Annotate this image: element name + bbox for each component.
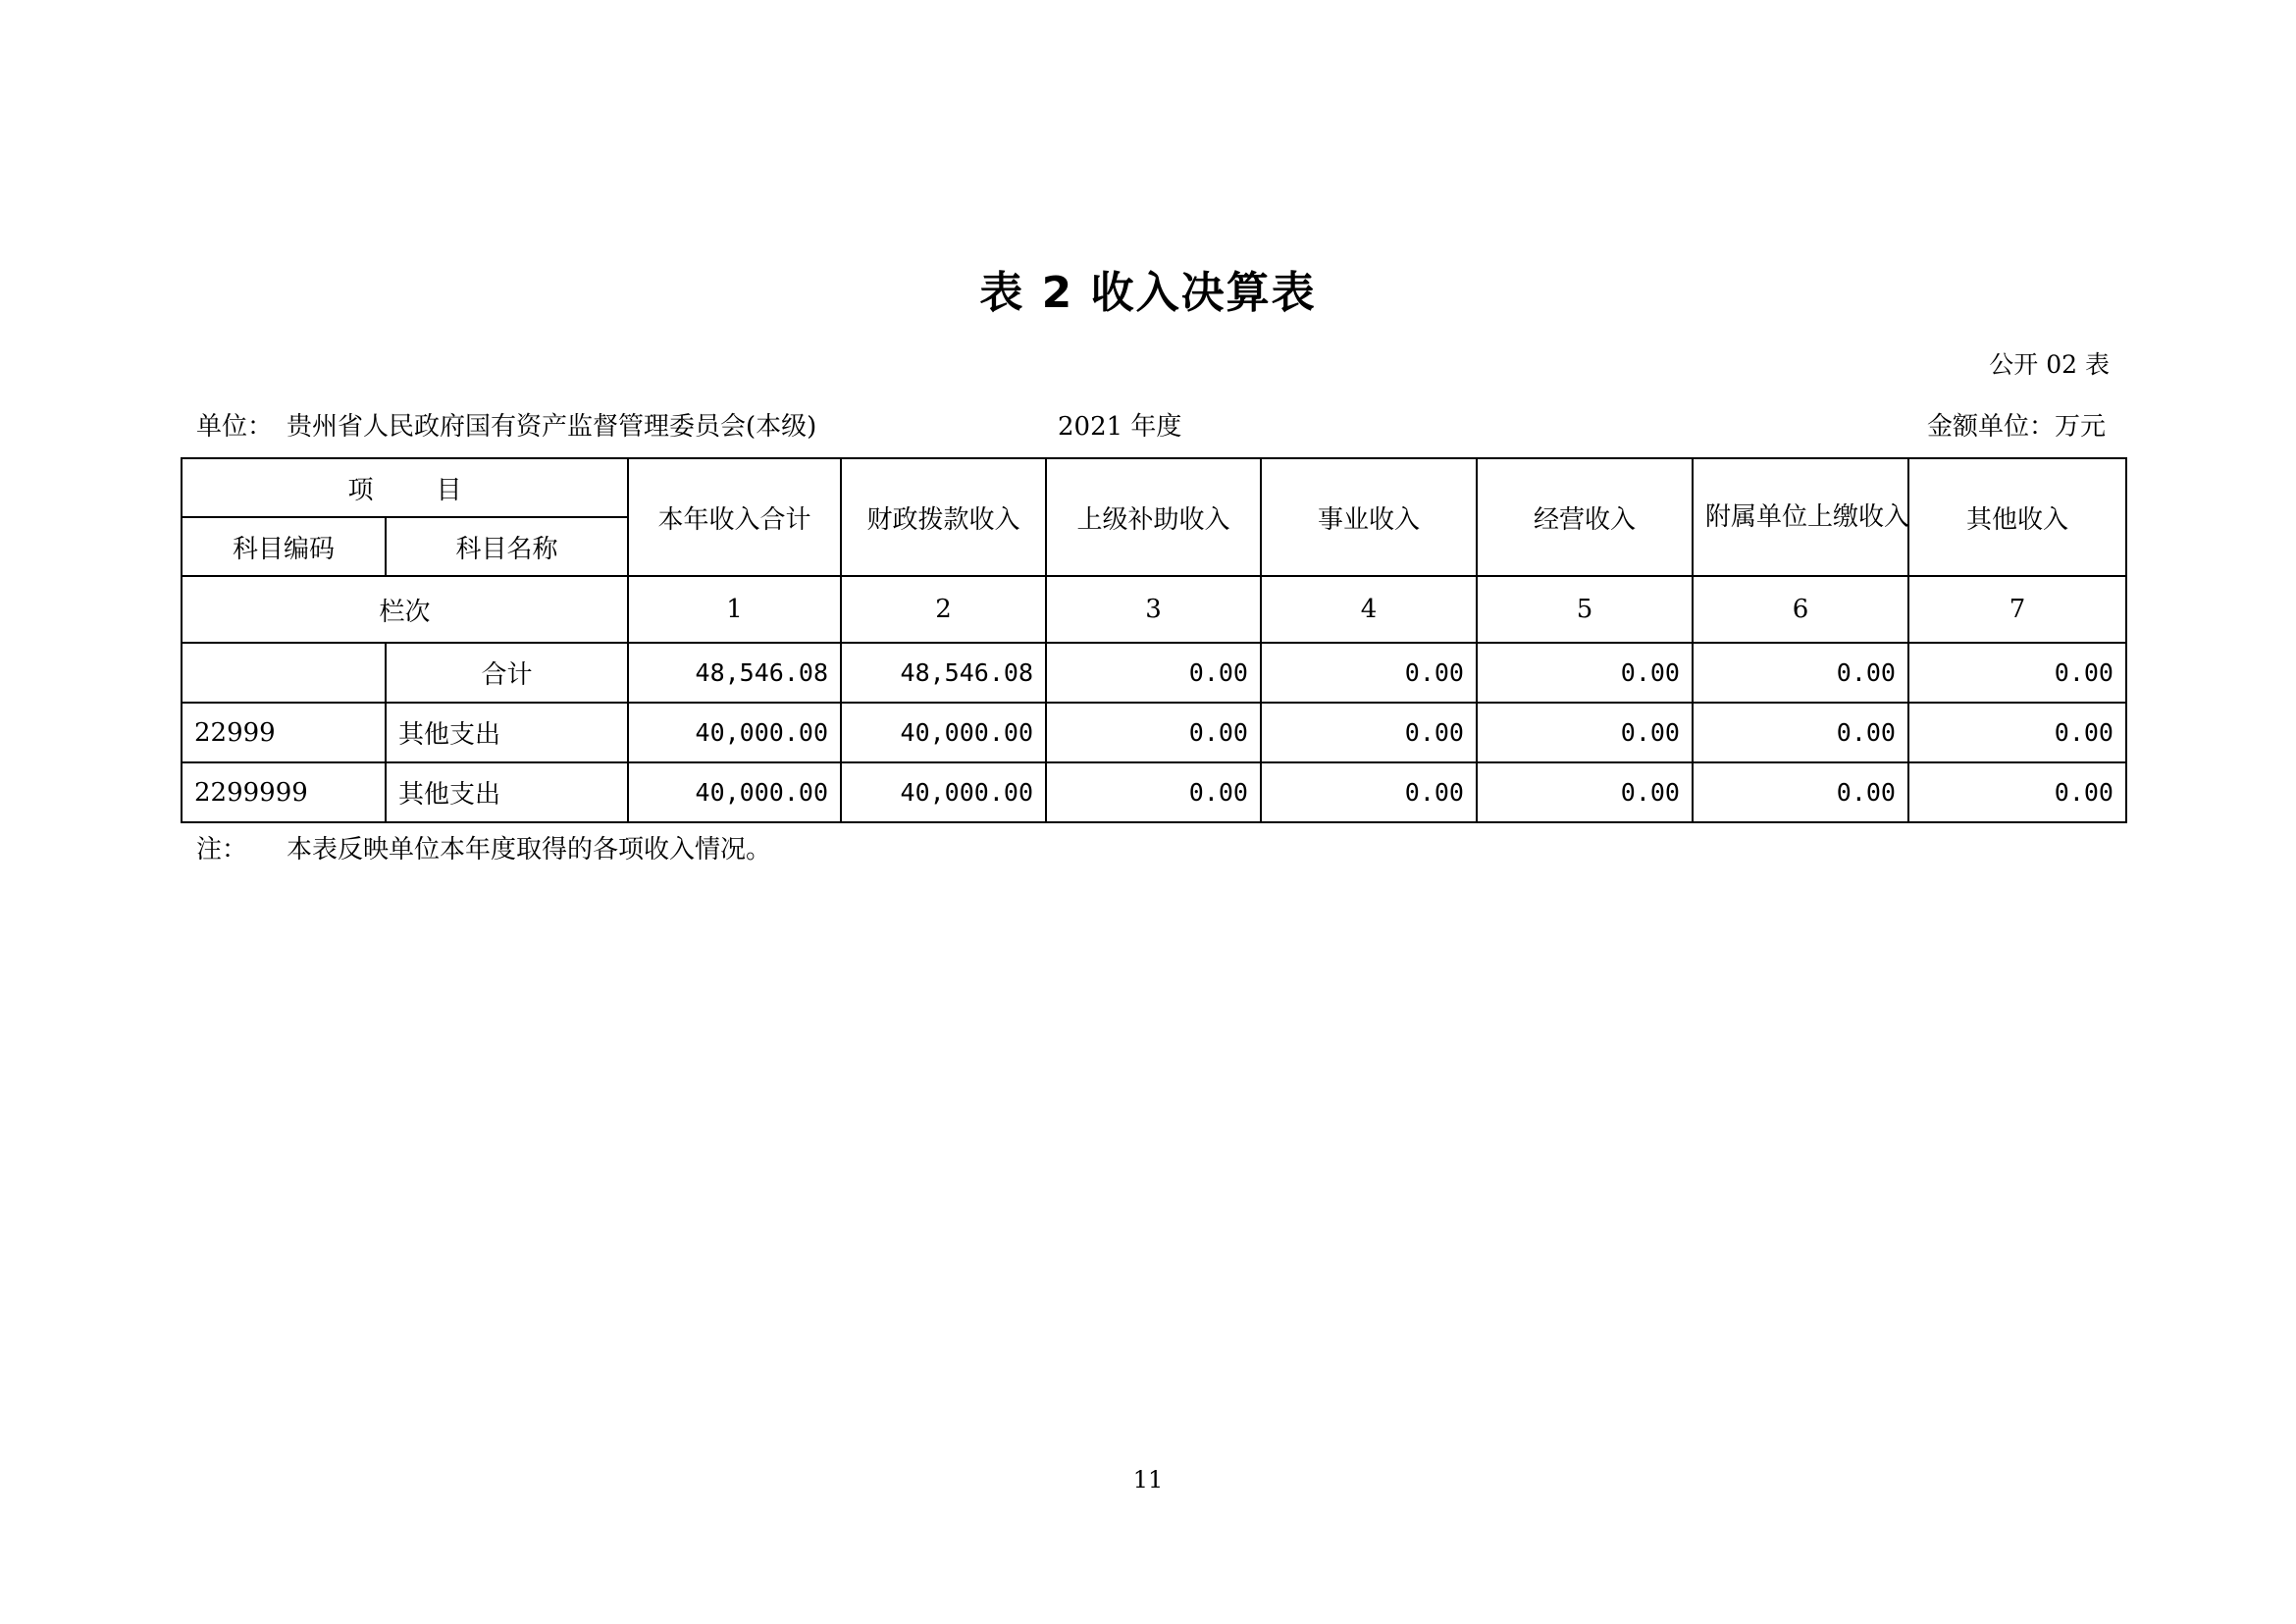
index-number: 1 (628, 576, 841, 643)
fiscal-year: 2021 年度 (1058, 412, 1182, 442)
col-header-code: 科目编码 (182, 517, 386, 576)
row-code: 22999 (182, 703, 386, 762)
row-code (182, 643, 386, 703)
row-code: 2299999 (182, 762, 386, 822)
row-value: 0.00 (1693, 643, 1908, 703)
row-value: 0.00 (1908, 762, 2126, 822)
item-header (182, 458, 628, 517)
col-header-fiscal: 财政拨款收入 (841, 458, 1046, 576)
row-value: 40,000.00 (628, 762, 841, 822)
table-note (196, 829, 771, 865)
row-value: 48,546.08 (841, 643, 1046, 703)
row-value: 0.00 (1693, 762, 1908, 822)
row-value: 0.00 (1261, 762, 1477, 822)
index-row (182, 576, 2126, 643)
col-header-business: 事业收入 (1261, 458, 1477, 576)
note-label: 注： (196, 835, 248, 864)
row-value: 0.00 (1477, 703, 1693, 762)
page-number: 11 (1132, 1466, 1164, 1493)
row-value: 0.00 (1908, 643, 2126, 703)
index-number: 2 (841, 576, 1046, 643)
row-value: 0.00 (1261, 703, 1477, 762)
index-label: 栏次 (182, 576, 628, 643)
form-code: 公开 02 表 (1989, 350, 2110, 379)
unit-info (196, 406, 816, 443)
unit-name: 贵州省人民政府国有资产监督管理委员会(本级) (287, 412, 817, 442)
item-header-part2: 目 (436, 475, 462, 505)
row-value: 40,000.00 (841, 762, 1046, 822)
row-value: 0.00 (1046, 643, 1261, 703)
index-number: 7 (1908, 576, 2126, 643)
currency-unit: 金额单位：万元 (1926, 412, 2106, 442)
row-name: 合计 (386, 643, 628, 703)
row-value: 0.00 (1261, 643, 1477, 703)
header-row (182, 458, 2126, 517)
row-value: 0.00 (1046, 703, 1261, 762)
unit-label: 单位： (196, 412, 274, 442)
col-header-affiliated: 附属单位上缴收入 (1693, 458, 1908, 576)
table-row (182, 762, 2126, 822)
row-value: 0.00 (1477, 643, 1693, 703)
row-value: 0.00 (1693, 703, 1908, 762)
income-table (181, 457, 2127, 823)
page-title: 表 2 收入决算表 (979, 268, 1317, 318)
row-value: 0.00 (1477, 762, 1693, 822)
col-header-total: 本年收入合计 (628, 458, 841, 576)
table-row (182, 703, 2126, 762)
col-header-name: 科目名称 (386, 517, 628, 576)
item-header-part1: 项 (347, 475, 374, 505)
row-name: 其他支出 (386, 762, 628, 822)
index-number: 4 (1261, 576, 1477, 643)
row-value: 40,000.00 (628, 703, 841, 762)
index-number: 6 (1693, 576, 1908, 643)
row-value: 0.00 (1908, 703, 2126, 762)
note-text: 本表反映单位本年度取得的各项收入情况。 (287, 835, 772, 864)
col-header-other: 其他收入 (1908, 458, 2126, 576)
row-name: 其他支出 (386, 703, 628, 762)
row-value: 40,000.00 (841, 703, 1046, 762)
col-header-superior-subsidy: 上级补助收入 (1046, 458, 1261, 576)
row-value: 0.00 (1046, 762, 1261, 822)
row-value: 48,546.08 (628, 643, 841, 703)
index-number: 5 (1477, 576, 1693, 643)
table-row (182, 643, 2126, 703)
col-header-operating: 经营收入 (1477, 458, 1693, 576)
index-number: 3 (1046, 576, 1261, 643)
